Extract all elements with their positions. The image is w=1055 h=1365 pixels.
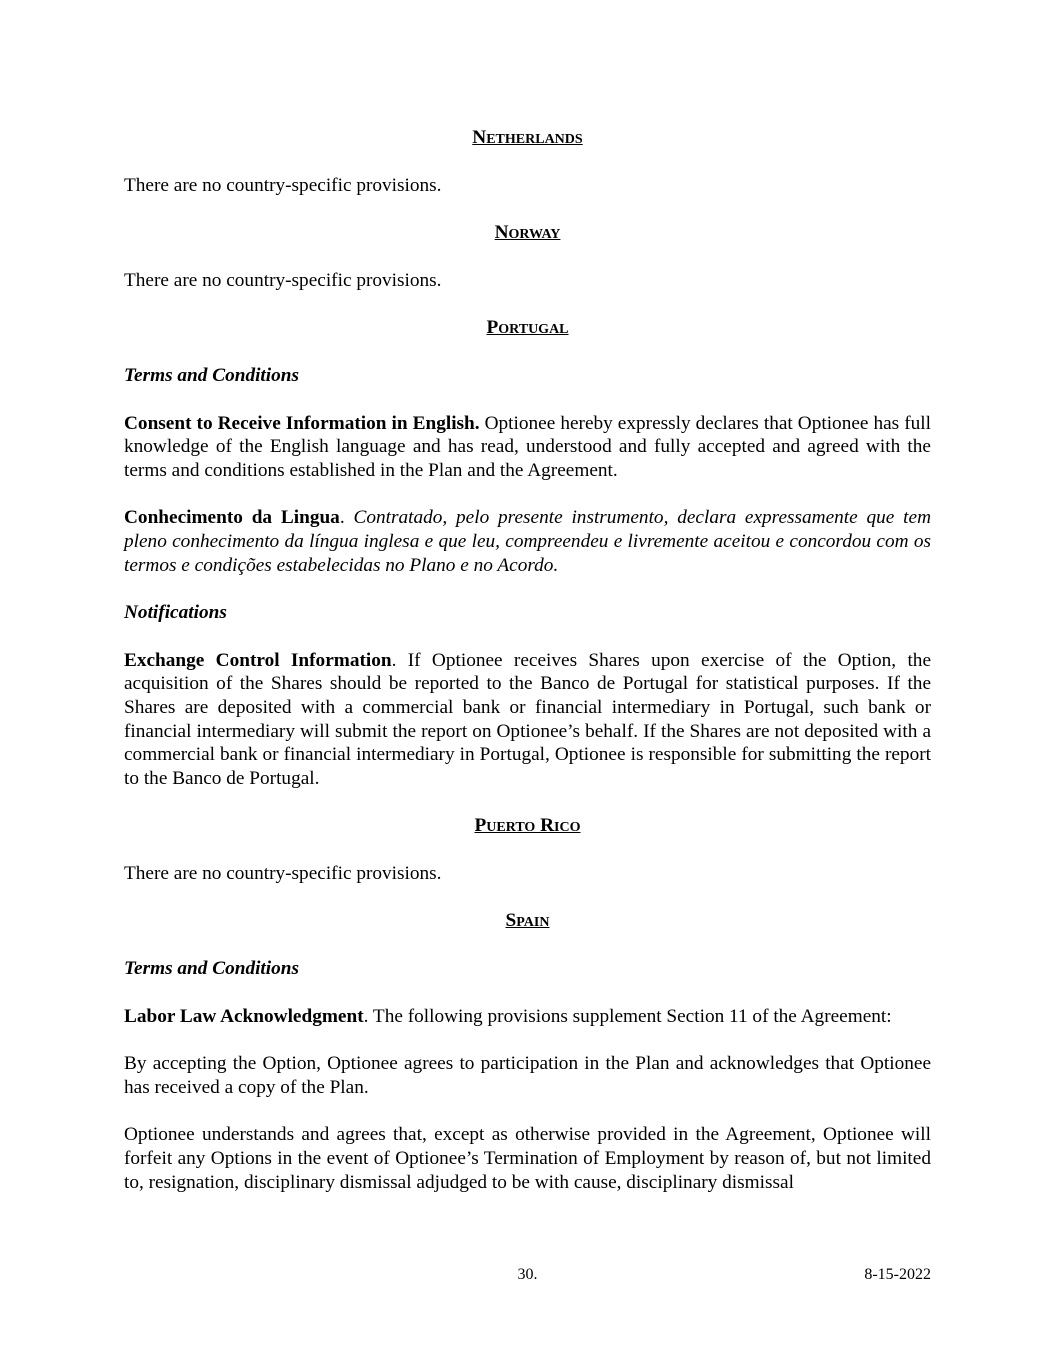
- exchange-text: . If Optionee receives Shares upon exercise of the Option, the acquisition of the Shares should be reported to the Banco de Portugal for statistical purposes. If the Shares are deposited with a commercial bank or financial intermediary in Portugal, such bank or financial intermediary will submit the report on Optionee’s behalf. If the Shares are not deposited with a commercial bank or financial intermediary in Portugal, Optionee is responsible for submitting the report to the Banco de Portugal.: [124, 649, 932, 789]
- labor-title: Labor Law Acknowledgment: [124, 1005, 364, 1027]
- heading-spain: Spain: [505, 910, 550, 932]
- puerto-rico-text: There are no country-specific provisions.: [124, 862, 442, 884]
- consent-text: Optionee hereby expressly declares that Optionee has full knowledge of the English language and has read, understood and fully accepted and agreed with the terms and conditions established in the Plan and the Agreement.: [124, 412, 931, 481]
- heading-netherlands: Netherlands: [472, 127, 583, 148]
- spain-terms-heading: Terms and Conditions: [124, 958, 300, 980]
- exchange-paragraph: [124, 649, 931, 791]
- conhecimento-paragraph: [124, 506, 931, 577]
- labor-text: . The following provisions supplement Section 11 of the Agreement:: [363, 1005, 892, 1027]
- footer-date: 8-15-2022: [864, 1266, 931, 1283]
- norway-text: There are no country-specific provisions.: [124, 269, 442, 291]
- page-number: 30.: [517, 1266, 538, 1283]
- portugal-notifications-heading: Notifications: [124, 602, 227, 624]
- conhecimento-period: .: [339, 507, 354, 529]
- understand-paragraph: Optionee understands and agrees that, except as otherwise provided in the Agreement, Optionee will forfeit any Options in the event of Optionee’s Termination of Employment by reason of, but not limited to, resignation, disciplinary dismissal adjudged to be with cause, disciplinary dismissal: [124, 1124, 931, 1193]
- accept-paragraph: By accepting the Option, Optionee agrees to participation in the Plan and acknowledges that Optionee has received a copy of the Plan.: [124, 1053, 931, 1098]
- netherlands-text: There are no country-specific provisions.: [124, 174, 442, 196]
- exchange-title: Exchange Control Information: [124, 649, 392, 671]
- labor-paragraph: [124, 1005, 931, 1029]
- conhecimento-text: Contratado, pelo presente instrumento, declara expressamente que tem pleno conhecimento da língua inglesa e que leu, compreendeu e livremente aceitou e concordou com os termos e condições estabelecidas no Plano e no Acordo.: [124, 507, 932, 576]
- consent-paragraph: [124, 412, 931, 483]
- consent-title: Consent to Receive Information in English.: [124, 412, 480, 434]
- portugal-terms-heading: Terms and Conditions: [124, 364, 300, 386]
- conhecimento-title: Conhecimento da Lingua: [124, 507, 340, 529]
- heading-portugal: Portugal: [486, 317, 569, 339]
- heading-puerto-rico: Puerto Rico: [474, 815, 581, 837]
- document-page: [124, 126, 931, 1194]
- heading-norway: Norway: [494, 222, 561, 244]
